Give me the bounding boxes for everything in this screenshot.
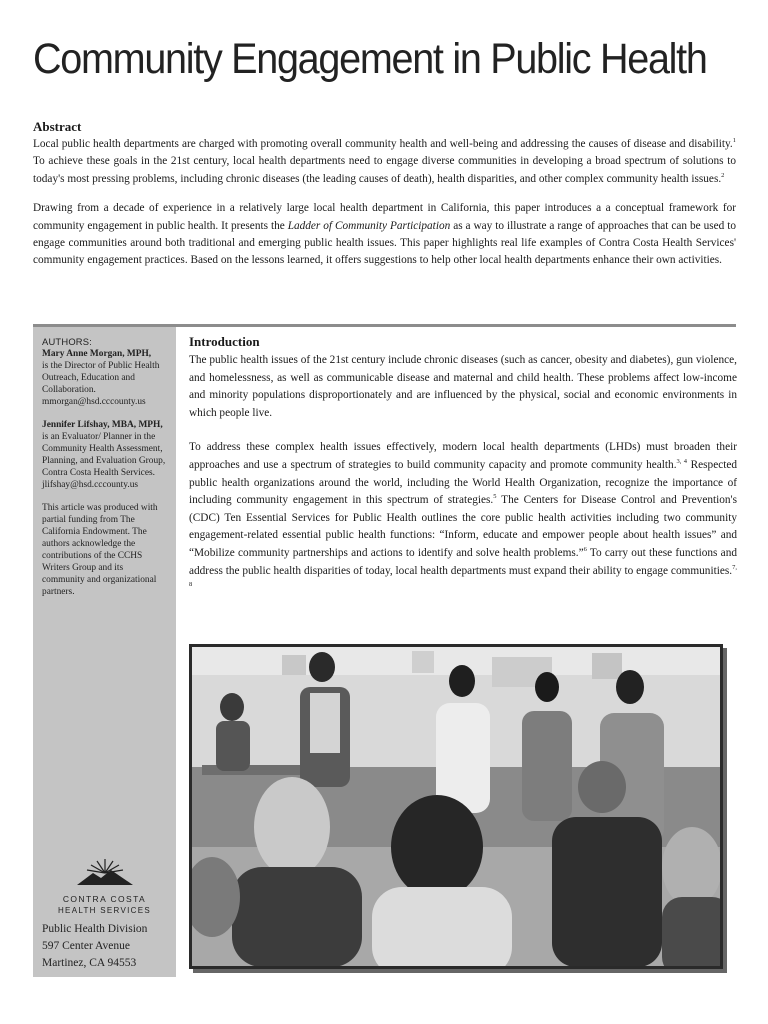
logo-text-line-2: HEALTH SERVICES <box>57 906 151 915</box>
author-block-2 <box>42 419 168 491</box>
author-name: Jennifer Lifshay, MBA, MPH, <box>42 420 163 430</box>
abstract-text: Local public health departments are charged with promoting overall community health and well-being and addressing the causes of disease and disability. <box>33 138 733 150</box>
introduction-paragraph-1: The public health issues of the 21st century include chronic diseases (such as cancer, obesity and diabetes), gun violence, and homelessness, as well as communicable disease and maternal and child health. These problems affect low-income and minority populations disproportionately and are influenced by the physical, social and economic environments in which people live. <box>189 354 737 419</box>
footnote-ref: 6 <box>583 546 587 554</box>
intro-text: Respected public health organizations around the world, including the World Health Organization, recognize the importance of including community engagement in this spectrum of strategies. <box>189 458 738 507</box>
author-block-1 <box>42 336 168 408</box>
contra-costa-logo <box>33 857 176 917</box>
author-email[interactable]: jlifshay@hsd.cccounty.us <box>42 480 139 490</box>
author-name: Mary Anne Morgan, MPH, <box>42 349 152 359</box>
author-role: is the Director of Public Health Outreach, Education and Collaboration. <box>42 361 160 395</box>
funding-note: This article was produced with partial funding from The California Endowment. The authors acknowledge the contributions of the CCHS Writers Group and its community and organizational partners. <box>42 503 158 597</box>
photo-illustration <box>192 647 720 966</box>
footnote-ref: 1 <box>732 137 736 145</box>
ladder-title: Ladder of Community Participation <box>287 219 451 232</box>
abstract-text: To achieve these goals in the 21st century, local health departments need to engage diverse communities in developing a broad spectrum of solutions to today's most pressing problems, including chronic diseases (the leading causes of death), health disparities, and other complex community health issues. <box>33 155 736 185</box>
footnote-ref: 2 <box>721 172 725 180</box>
intro-text: The Centers for Disease Control and Prevention's (CDC) Ten Essential Services for Public Health outlines the core public health activities including two community engagement-related essential public health functions: “Inform, educate and empower people about health issues” and “Mobilize community partnerships and actions to identify and solve health problems.” <box>189 494 737 559</box>
footnote-ref: 3, 4 <box>676 458 688 466</box>
footnote-ref: 5 <box>493 493 497 501</box>
sunrise-mountain-icon <box>75 857 135 887</box>
intro-text: To carry out these functions and address the public health disparities of today, local health departments must expand their ability to engage communities. <box>189 546 737 577</box>
abstract-section <box>33 119 736 270</box>
author-email[interactable]: mmorgan@hsd.cccounty.us <box>42 397 146 407</box>
author-role: is an Evaluator/ Planner in the Community Health Assessment, Planning, and Evaluation Group, Contra Costa Health Services. <box>42 432 166 478</box>
abstract-text: as a way to illustrate a range of approaches that can be used to engage communities around both traditional and emerging public health issues. This paper highlights real life examples of Contra Costa Health Services' community engagement practices. Based on the lessons learned, it offers suggestions to help other local health departments enhance their own activities. <box>33 219 736 267</box>
authors-label: AUTHORS: <box>42 336 93 347</box>
address-line: 597 Center Avenue <box>42 940 130 952</box>
logo-text-line-1: CONTRA COSTA <box>62 894 147 904</box>
introduction-section <box>189 334 737 598</box>
abstract-text: Drawing from a decade of experience in a relatively large local health department in California, this paper introduces a a conceptual framework for community engagement in public health. It presents the <box>33 202 736 232</box>
author-sidebar <box>33 327 176 977</box>
abstract-heading: Abstract <box>33 119 82 134</box>
footnote-ref: 7, 8 <box>189 563 737 589</box>
address-line: Public Health Division <box>42 923 148 935</box>
community-meeting-photo <box>189 644 723 969</box>
introduction-heading: Introduction <box>189 334 260 349</box>
address-line: Martinez, CA 94553 <box>42 957 137 969</box>
abstract-paragraph-1 <box>33 136 736 188</box>
intro-text: To address these complex health issues effectively, modern local health departments (LHDs) must broaden their approaches and use a spectrum of strategies to build community capacity and promote community health. <box>189 441 737 471</box>
page-title: Community Engagement in Public Health <box>33 35 707 83</box>
abstract-paragraph-2 <box>33 200 736 270</box>
introduction-paragraph-2 <box>189 439 737 597</box>
address-block <box>42 921 147 972</box>
